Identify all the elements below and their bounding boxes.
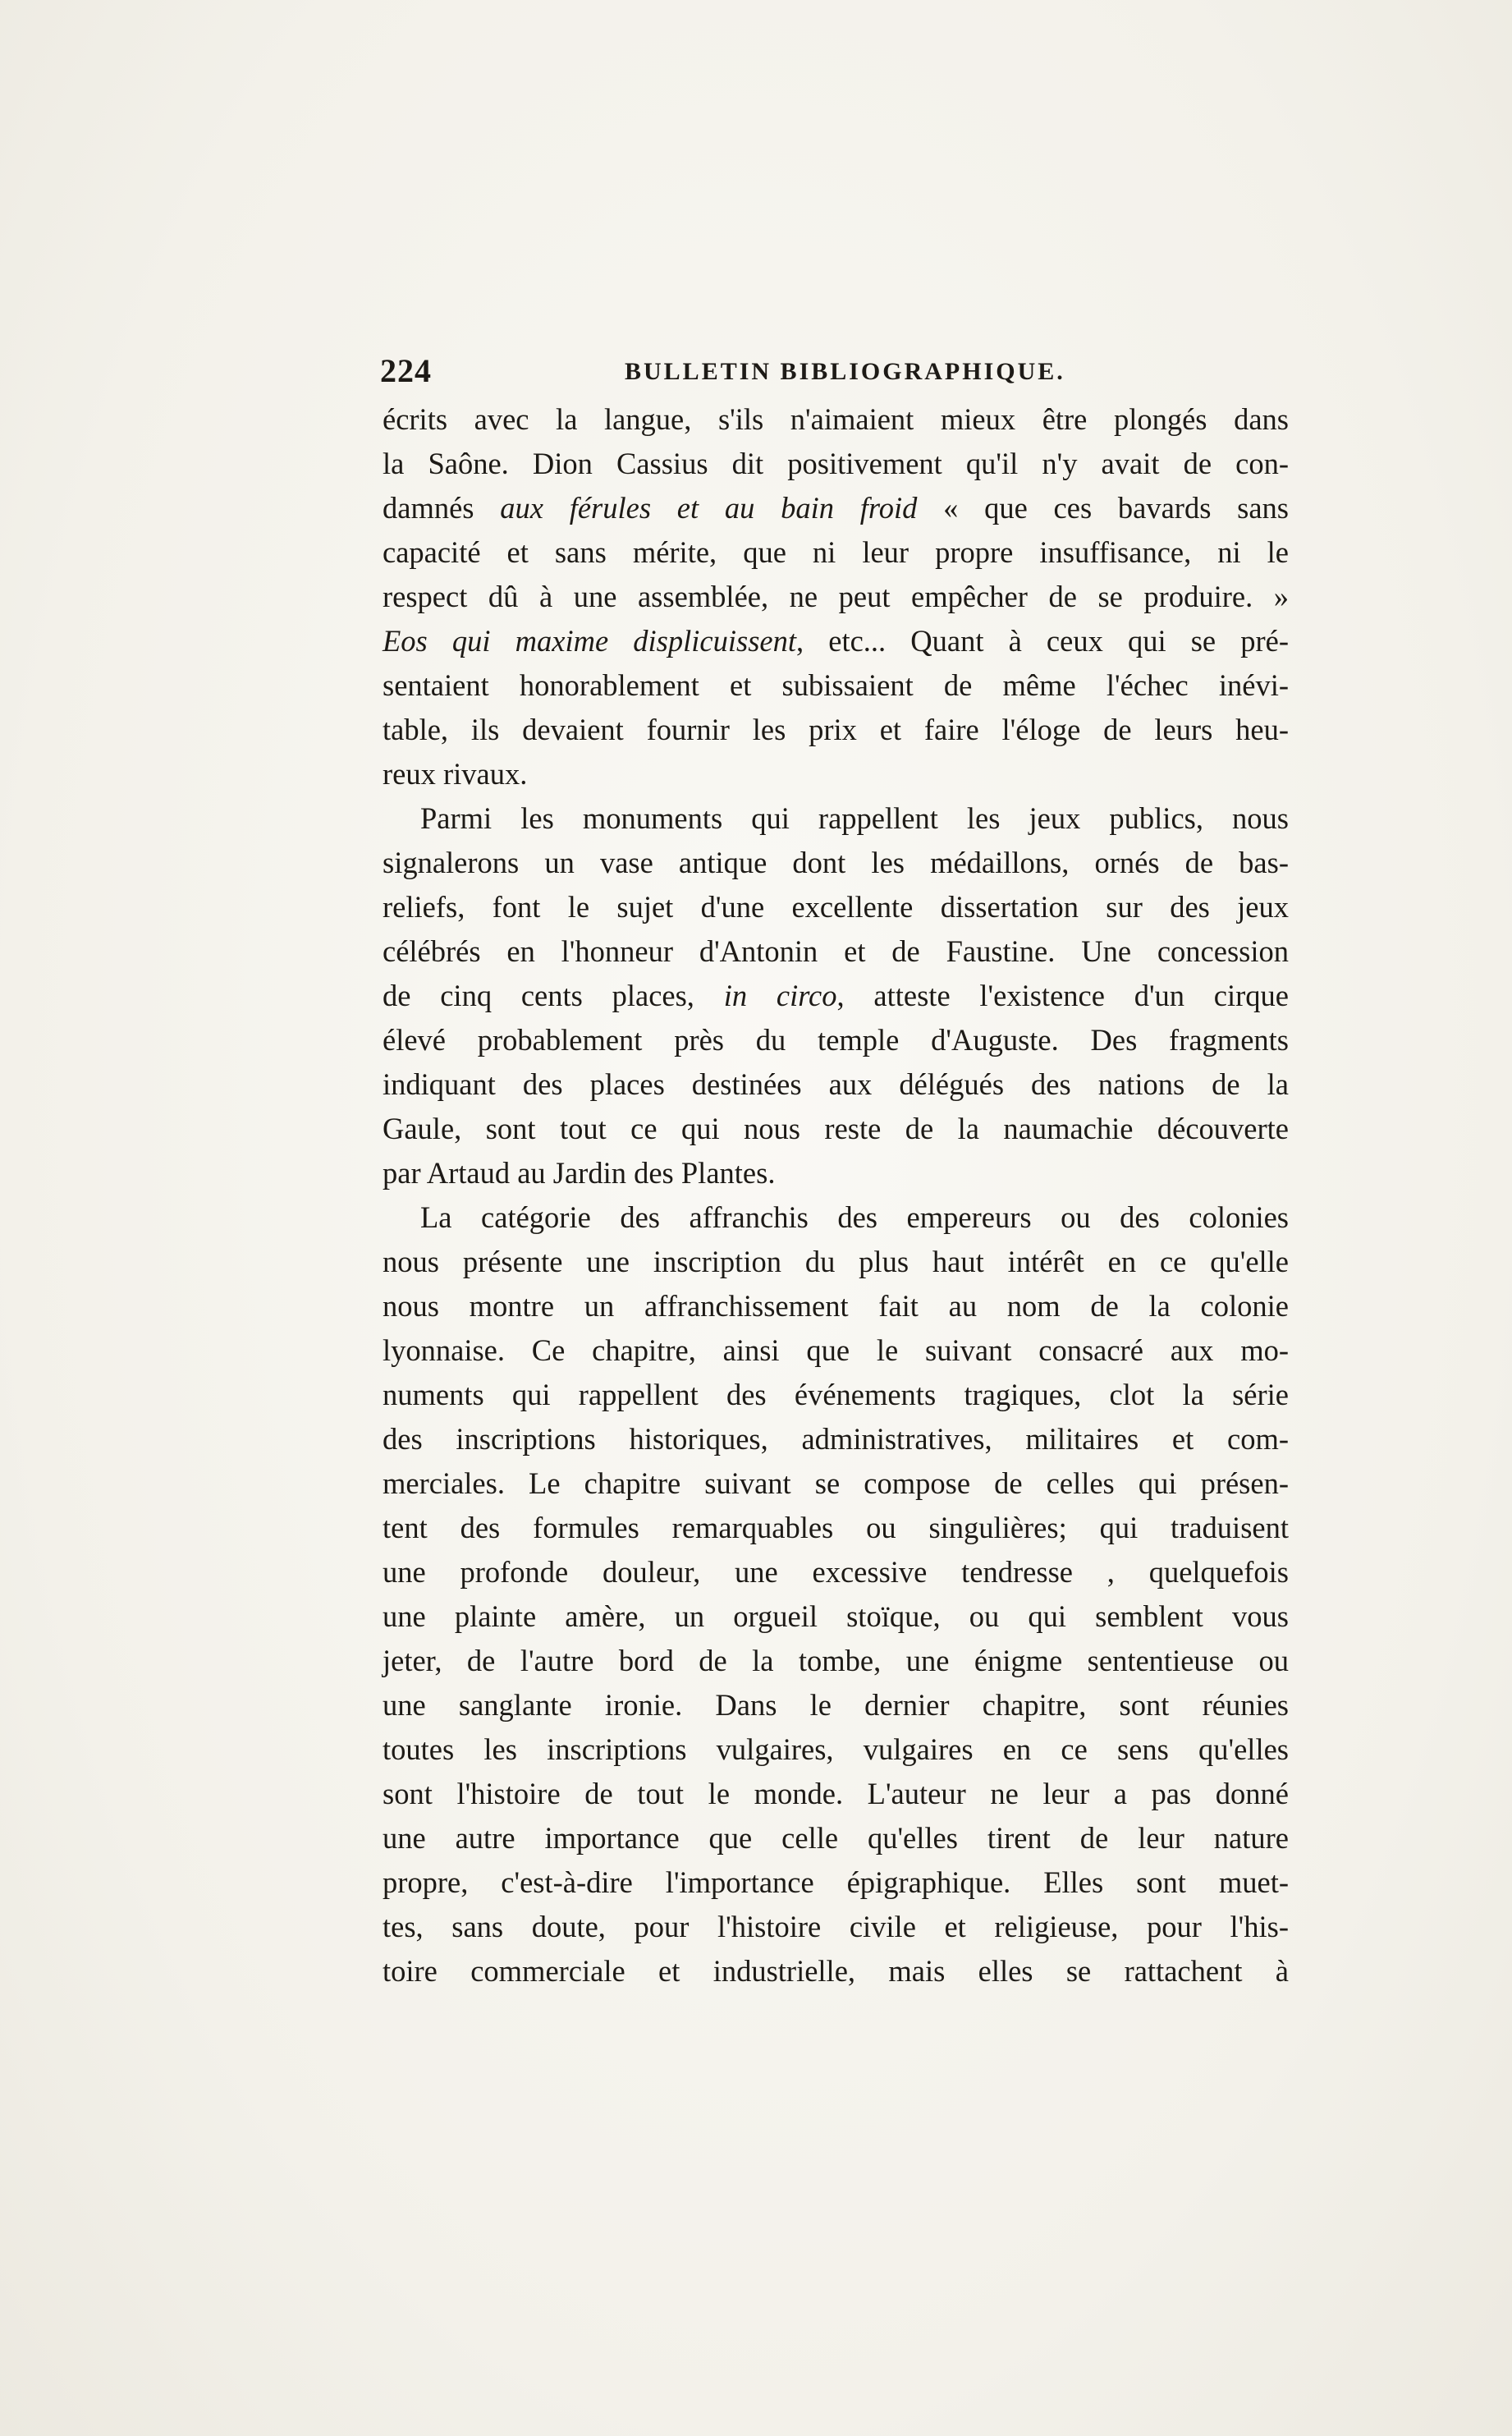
text-line: Parmi les monuments qui rappellent les jeux publics, nous [420,801,1289,835]
text-line: par Artaud au Jardin des Plantes. [383,1156,776,1190]
text-line: lyonnaise. Ce chapitre, ainsi que le suivant consacré aux mo- [383,1333,1289,1367]
text-line: écrits avec la langue, s'ils n'aimaient mieux être plongés dans [383,402,1289,436]
running-head: BULLETIN BIBLIOGRAPHIQUE. [625,358,1065,385]
text-line: sont l'histoire de tout le monde. L'auteur ne leur a pas donné [383,1777,1289,1810]
text-line: nous montre un affranchissement fait au nom de la colonie [383,1289,1289,1323]
page-header [380,351,1293,392]
text-line: célébrés en l'honneur d'Antonin et de Faustine. Une concession [383,934,1289,968]
text-line: Gaule, sont tout ce qui nous reste de la naumachie découverte [383,1112,1289,1145]
text-line: nous présente une inscription du plus haut intérêt en ce qu'elle [383,1245,1289,1278]
text-line: indiquant des places destinées aux délégués des nations de la [383,1067,1289,1101]
text-line: propre, c'est-à-dire l'importance épigraphique. Elles sont muet- [383,1865,1289,1899]
text-line: toutes les inscriptions vulgaires, vulgaires en ce sens qu'elles [383,1732,1289,1766]
text-line: de cinq cents places, in circo, atteste l'existence d'un cirque [383,979,1289,1012]
text-line: reliefs, font le sujet d'une excellente dissertation sur des jeux [383,890,1289,924]
text-line: tent des formules remarquables ou singulières; qui traduisent [383,1511,1289,1544]
page-number: 224 [380,352,432,389]
text-line: merciales. Le chapitre suivant se compose de celles qui présen- [383,1466,1289,1500]
text-line: respect dû à une assemblée, ne peut empêcher de se produire. » [383,580,1289,613]
text-line: élevé probablement près du temple d'Auguste. Des fragments [383,1023,1289,1057]
text-line: table, ils devaient fournir les prix et faire l'éloge de leurs heu- [383,713,1289,746]
text-line: toire commerciale et industrielle, mais elles se rattachent à [383,1954,1289,1988]
text-line: jeter, de l'autre bord de la tombe, une énigme sententieuse ou [383,1644,1289,1677]
text-line: Eos qui maxime displicuissent, etc... Quant à ceux qui se pré- [383,624,1290,658]
text-line: capacité et sans mérite, que ni leur propre insuffisance, ni le [383,535,1289,569]
text-line: des inscriptions historiques, administratives, militaires et com- [383,1422,1289,1456]
text-line: une sanglante ironie. Dans le dernier chapitre, sont réunies [383,1688,1289,1722]
body-text [383,397,1289,1993]
text-line: une autre importance que celle qu'elles tirent de leur nature [383,1821,1289,1855]
text-line: la Saône. Dion Cassius dit positivement qu'il n'y avait de con- [383,447,1289,480]
text-line: sentaient honorablement et subissaient de même l'échec inévi- [383,668,1289,702]
text-line: numents qui rappellent des événements tragiques, clot la série [383,1378,1289,1411]
text-line: La catégorie des affranchis des empereurs ou des colonies [420,1200,1289,1234]
text-line: tes, sans doute, pour l'histoire civile et religieuse, pour l'his- [383,1910,1289,1943]
text-line: une plainte amère, un orgueil stoïque, ou qui semblent vous [383,1599,1289,1633]
text-line: reux rivaux. [383,757,528,791]
text-line: damnés aux férules et au bain froid « que ces bavards sans [383,491,1290,525]
text-line: une profonde douleur, une excessive tendresse , quelquefois [383,1555,1289,1589]
text-line: signalerons un vase antique dont les médaillons, ornés de bas- [383,846,1289,879]
